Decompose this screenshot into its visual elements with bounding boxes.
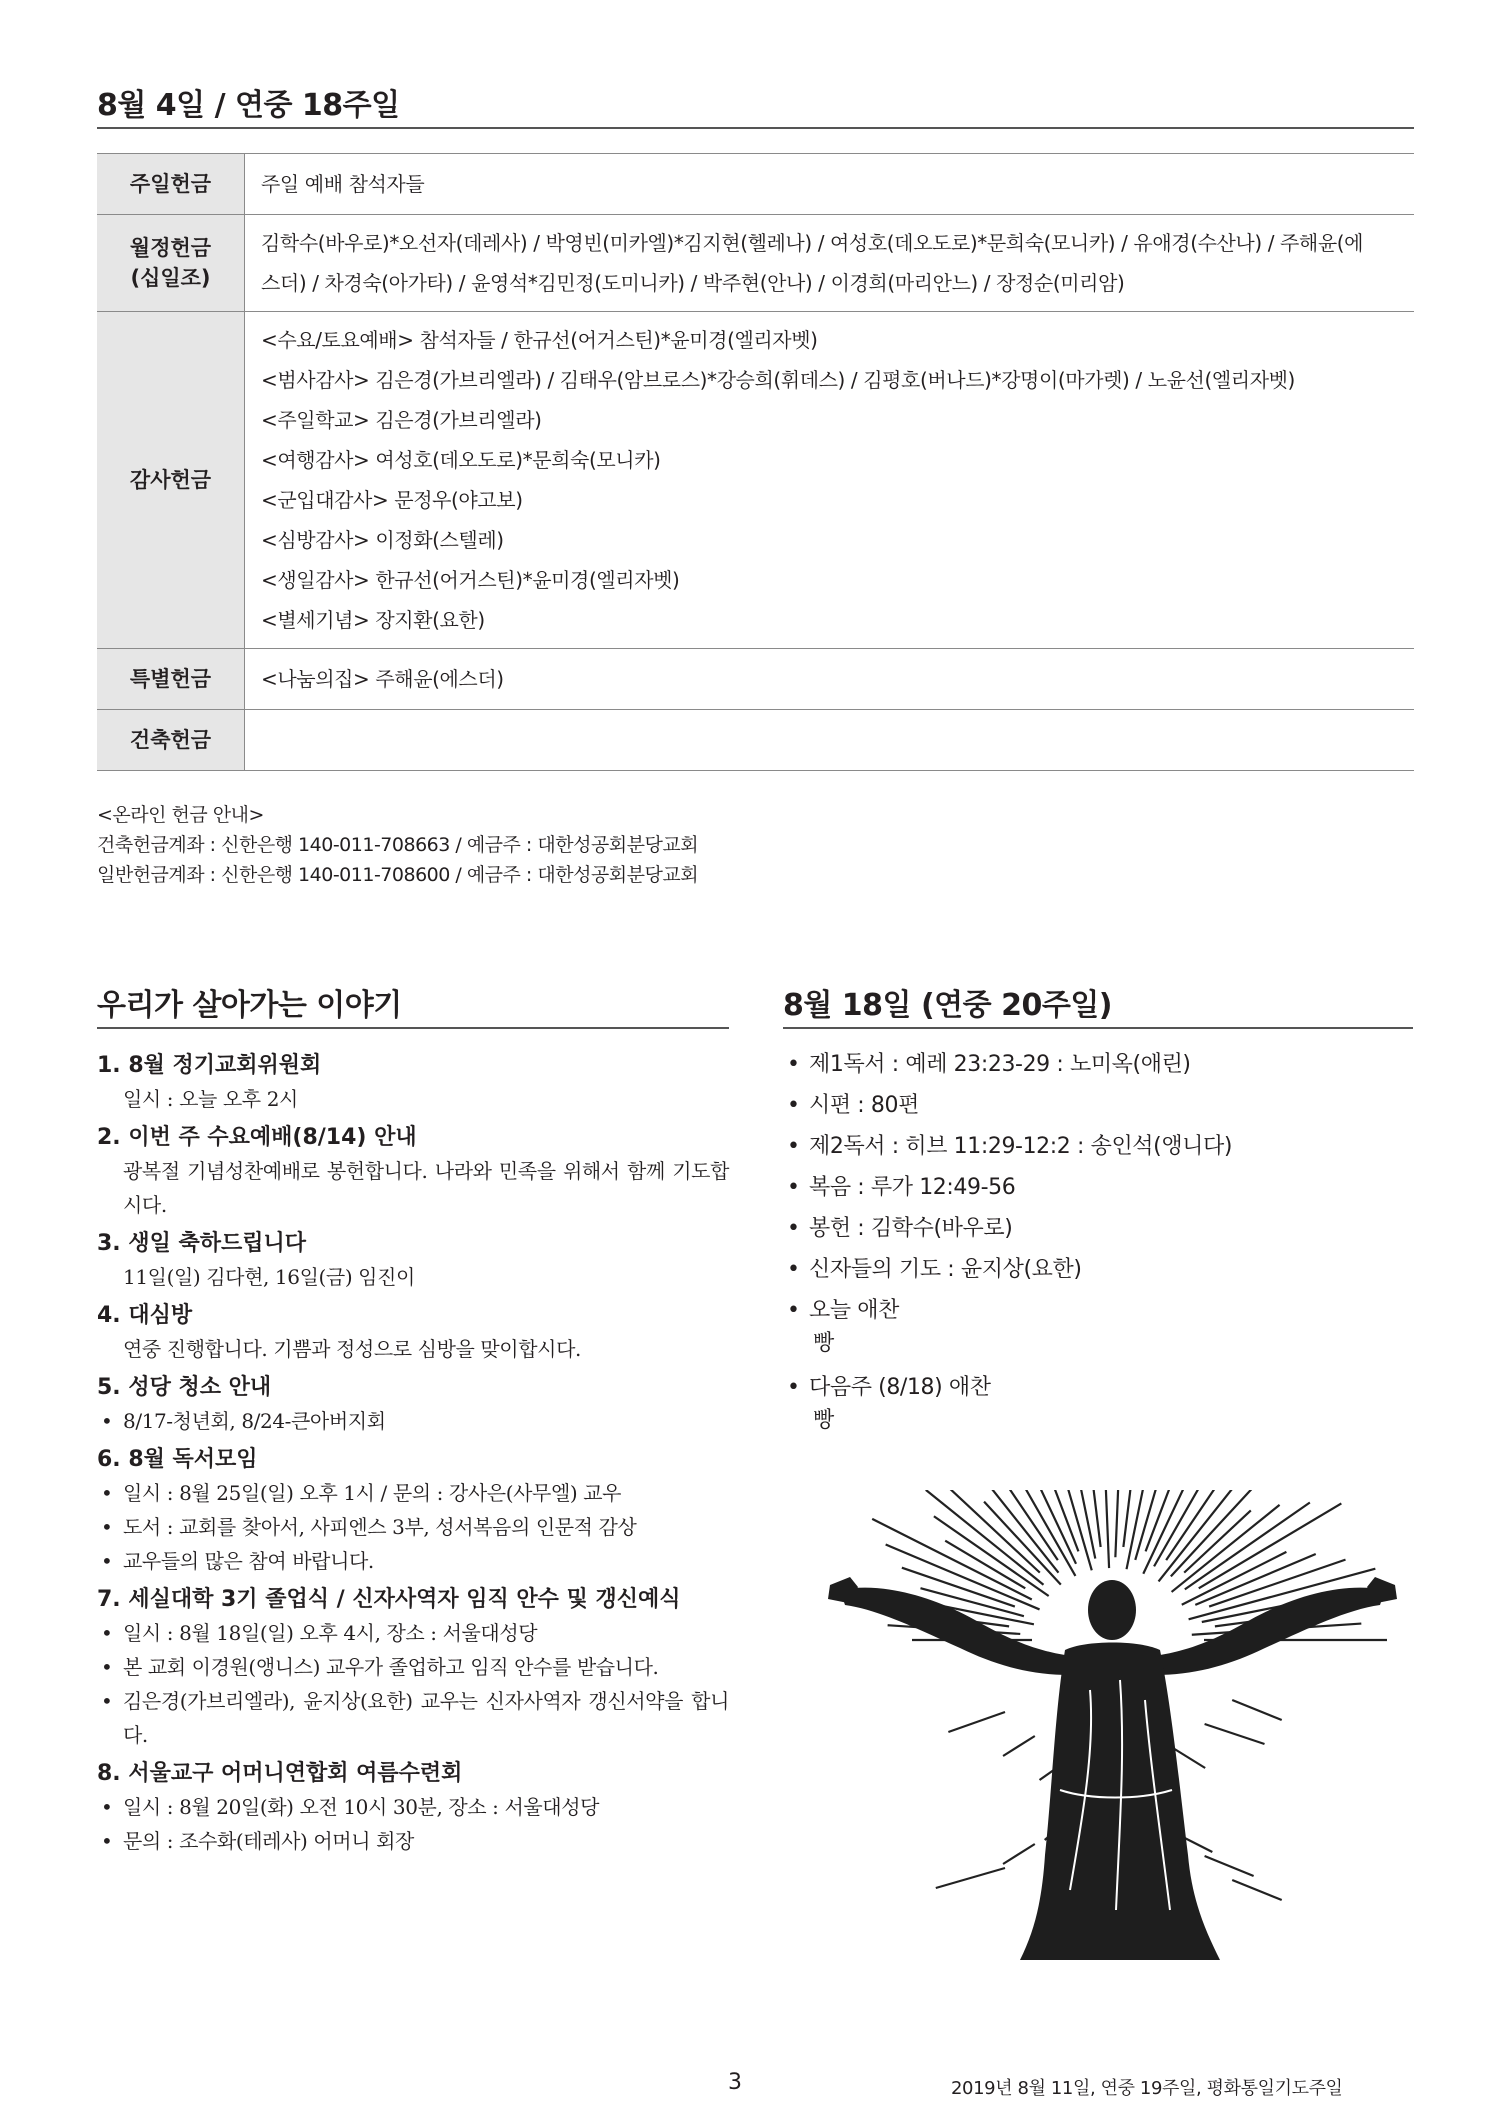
news-item-title: 4. 대심방 (97, 1303, 193, 1328)
row-label: 월정헌금 (십일조) (97, 215, 245, 312)
offerings-title: 8월 4일 / 연중 18주일 (97, 88, 400, 123)
news-item-body: 일시 : 오늘 오후 2시 (123, 1087, 298, 1111)
list-item: • 일시 : 8월 20일(화) 오전 10시 30분, 장소 : 서울대성당 (97, 1790, 729, 1824)
reading-item: • 제1독서 : 예레 23:23-29 : 노미옥(애린) (783, 1044, 1413, 1085)
reading-item: • 봉헌 : 김학수(바우로) (783, 1208, 1413, 1249)
row-value: <나눔의집> 주해윤(에스더) (245, 649, 1415, 710)
readings-title: 8월 18일 (연중 20주일) (783, 988, 1113, 1023)
list-item: • 교우들의 많은 참여 바랍니다. (97, 1544, 729, 1578)
reading-item: • 제2독서 : 히브 11:29-12:2 : 송인석(앵니다) (783, 1126, 1413, 1167)
readings-rule (783, 1027, 1413, 1029)
offering-table (97, 153, 1414, 771)
title-rule (97, 127, 1414, 129)
table-row (97, 649, 1414, 710)
news-item-title: 8. 서울교구 어머니연합회 여름수련회 (97, 1761, 463, 1786)
news-title: 우리가 살아가는 이야기 (97, 988, 402, 1023)
news-item-title: 2. 이번 주 수요예배(8/14) 안내 (97, 1125, 417, 1150)
page-number: 3 (728, 2070, 742, 2095)
row-label: 주일헌금 (97, 154, 245, 215)
list-item: • 일시 : 8월 18일(일) 오후 4시, 장소 : 서울대성당 (97, 1616, 729, 1650)
news-item-bullets (97, 1616, 729, 1752)
news-item-title: 5. 성당 청소 안내 (97, 1375, 272, 1400)
news-list (97, 1044, 729, 1858)
row-value: 김학수(바우로)*오선자(데레사) / 박영빈(미카엘)*김지현(헬레나) / 여성호(데오도로)*문희숙(모니카) / 유애경(수산나) / 주해윤(에 스더) / 차경숙(아가타) / 윤영석*김민정(도미니카) / 박주현(안나) / 이경희(마리안느) / 장정순(미리암) (245, 215, 1415, 312)
news-item-body: 11일(일) 김다현, 16일(금) 임진이 (123, 1265, 415, 1289)
news-item-body: 연중 진행합니다. 기쁨과 정성으로 심방을 맞이합시다. (123, 1337, 581, 1361)
risen-christ-illustration (820, 1490, 1410, 1970)
news-item-bullets (97, 1404, 729, 1438)
news-item-title: 1. 8월 정기교회위원회 (97, 1053, 322, 1078)
reading-item-sub: 빵 (813, 1408, 835, 1433)
table-row (97, 215, 1414, 312)
row-label: 건축헌금 (97, 710, 245, 771)
table-row (97, 154, 1414, 215)
news-item-bullets (97, 1790, 729, 1858)
reading-item: • 다음주 (8/18) 애찬 (783, 1367, 1413, 1408)
news-item-bullets (97, 1476, 729, 1578)
news-item-title: 7. 세실대학 3기 졸업식 / 신자사역자 임직 안수 및 갱신예식 (97, 1587, 681, 1612)
list-item: • 김은경(가브리엘라), 윤지상(요한) 교우는 신자사역자 갱신서약을 합니다. (97, 1684, 729, 1752)
list-item: • 도서 : 교회를 찾아서, 사피엔스 3부, 성서복음의 인문적 감상 (97, 1510, 729, 1544)
list-item: • 문의 : 조수화(테레사) 어머니 회장 (97, 1824, 729, 1858)
news-rule (97, 1027, 729, 1029)
row-label: 감사헌금 (97, 312, 245, 649)
news-item-title: 3. 생일 축하드립니다 (97, 1231, 306, 1256)
news-item-title: 6. 8월 독서모임 (97, 1447, 258, 1472)
bulletin-date: 2019년 8월 11일, 연중 19주일, 평화통일기도주일 (951, 2078, 1343, 2099)
reading-item: • 복음 : 루가 12:49-56 (783, 1167, 1413, 1208)
reading-item: • 시편 : 80편 (783, 1085, 1413, 1126)
row-value: 주일 예배 참석자들 (245, 154, 1415, 215)
online-offering-info: <온라인 헌금 안내> 건축헌금계좌 : 신한은행 140-011-708663 / 예금주 : 대한성공회분당교회 일반헌금계좌 : 신한은행 140-011-708600 / 예금주 : 대한성공회분당교회 (97, 804, 699, 886)
reading-item: • 신자들의 기도 : 윤지상(요한) (783, 1249, 1413, 1290)
list-item: • 8/17-청년회, 8/24-큰아버지회 (97, 1404, 729, 1438)
row-value: <수요/토요예배> 참석자들 / 한규선(어거스틴)*윤미경(엘리자벳) <범사감사> 김은경(가브리엘라) / 김태우(암브로스)*강승희(휘데스) / 김평호(버나드)*강명이(마가렛) / 노윤선(엘리자벳) <주일학교> 김은경(가브리엘라) <여행감사> 여성호(데오도로)*문희숙(모니카) <군입대감사> 문정우(야고보) <심방감사> 이정화(스텔레) <생일감사> 한규선(어거스틴)*윤미경(엘리자벳) <별세기념> 장지환(요한) (245, 312, 1415, 649)
table-row (97, 710, 1414, 771)
row-label: 특별헌금 (97, 649, 245, 710)
news-item-body: 광복절 기념성찬예배로 봉헌합니다. 나라와 민족을 위해서 함께 기도합시다. (123, 1159, 729, 1217)
list-item: • 일시 : 8월 25일(일) 오후 1시 / 문의 : 강사은(사무엘) 교우 (97, 1476, 729, 1510)
row-value (245, 710, 1415, 771)
reading-item: • 오늘 애찬 (783, 1290, 1413, 1331)
reading-item-sub: 빵 (813, 1331, 835, 1356)
table-row (97, 312, 1414, 649)
list-item: • 본 교회 이경원(앵니스) 교우가 졸업하고 임직 안수를 받습니다. (97, 1650, 729, 1684)
readings-list (783, 1044, 1413, 1444)
